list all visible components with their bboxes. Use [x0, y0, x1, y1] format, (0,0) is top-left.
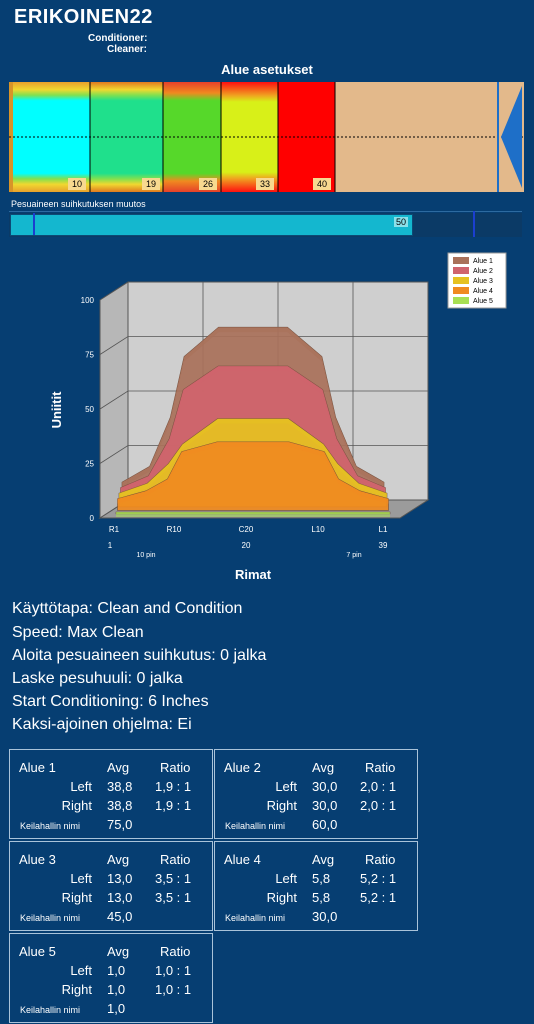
zone-settings-title: Alue asetukset	[221, 62, 313, 77]
x-axis-label: Rimat	[234, 567, 272, 582]
right-avg: 30,0	[312, 798, 338, 813]
ratio-header: Ratio	[160, 760, 191, 775]
info-speed: Speed: Max Clean	[12, 624, 144, 641]
spray-marker-left[interactable]	[33, 213, 35, 235]
right-ratio: 1,0 : 1	[155, 982, 192, 997]
spray-change-label: Pesuaineen suihkutuksen muutos	[11, 199, 146, 209]
avg-header: Avg	[312, 852, 335, 867]
info-buff: Laske pesuhuuli: 0 jalka	[12, 670, 183, 687]
total-label: Keilahallin nimi	[20, 821, 81, 831]
legend-label: Alue 4	[473, 288, 493, 295]
spray-divider	[9, 211, 522, 212]
panel-name: Alue 1	[19, 760, 56, 775]
left-ratio: 1,9 : 1	[155, 779, 192, 794]
left-avg: 13,0	[107, 871, 133, 886]
y-axis-label: Uniitit	[49, 391, 64, 429]
zone-summary-panel	[214, 841, 418, 931]
zone-marker-3: 26	[202, 179, 214, 189]
ratio-header: Ratio	[160, 944, 191, 959]
total-value: 45,0	[107, 909, 133, 924]
chart-series-5-edge	[116, 512, 390, 517]
legend-label: Alue 2	[473, 268, 493, 275]
ratio-header: Ratio	[365, 760, 396, 775]
cleaner-label: Cleaner:	[107, 44, 148, 55]
info-start-conditioning: Start Conditioning: 6 Inches	[12, 693, 209, 710]
x-tick-number: 20	[241, 541, 251, 550]
panel-name: Alue 3	[19, 852, 56, 867]
legend-swatch	[453, 267, 469, 274]
zone-marker-1: 10	[71, 179, 83, 189]
info-mode: Käyttötapa: Clean and Condition	[12, 600, 243, 617]
spray-slider-fill[interactable]	[10, 214, 413, 236]
right-avg: 38,8	[107, 798, 133, 813]
total-label: Keilahallin nimi	[225, 913, 286, 923]
left-label: Left	[275, 871, 297, 886]
y-tick-label: 75	[85, 350, 94, 360]
panel-name: Alue 4	[224, 852, 261, 867]
left-label: Left	[70, 963, 92, 978]
right-avg: 13,0	[107, 890, 133, 905]
avg-header: Avg	[107, 852, 130, 867]
x-tick-label: C20	[238, 525, 254, 534]
left-label: Left	[70, 871, 92, 886]
total-value: 30,0	[312, 909, 338, 924]
right-avg: 5,8	[312, 890, 331, 905]
zone-summary-panel	[9, 933, 213, 1023]
spray-marker-right[interactable]	[473, 211, 475, 237]
total-value: 75,0	[107, 817, 133, 832]
right-ratio: 3,5 : 1	[155, 890, 192, 905]
left-avg: 38,8	[107, 779, 133, 794]
info-two-pass: Kaksi-ajoinen ohjelma: Ei	[12, 716, 192, 733]
zone-summary-panel	[9, 749, 213, 839]
zone-summary-panel	[214, 749, 418, 839]
zone-3-block	[163, 82, 221, 192]
zone-marker-5: 40	[316, 179, 328, 189]
left-ratio: 1,0 : 1	[155, 963, 192, 978]
x-tick-number: 39	[378, 541, 388, 550]
right-ratio: 1,9 : 1	[155, 798, 192, 813]
x-tick-number: 1	[107, 541, 113, 550]
zone-marker-4: 33	[259, 179, 271, 189]
total-label: Keilahallin nimi	[20, 1005, 81, 1015]
total-label: Keilahallin nimi	[20, 913, 81, 923]
right-label: Right	[61, 798, 92, 813]
avg-header: Avg	[107, 760, 130, 775]
total-value: 1,0	[107, 1001, 126, 1016]
legend-swatch	[453, 297, 469, 304]
left-avg: 5,8	[312, 871, 331, 886]
y-tick-label: 50	[85, 405, 94, 414]
right-label: Right	[61, 890, 92, 905]
legend-swatch	[453, 277, 469, 284]
avg-header: Avg	[107, 944, 130, 959]
ratio-header: Ratio	[365, 852, 396, 867]
pattern-title: ERIKOINEN22	[14, 6, 153, 28]
right-avg: 1,0	[107, 982, 126, 997]
oil-pattern-chart	[0, 250, 534, 590]
left-avg: 1,0	[107, 963, 126, 978]
right-ratio: 2,0 : 1	[360, 798, 397, 813]
x-tick-label: R10	[166, 525, 182, 534]
panel-name: Alue 2	[224, 760, 261, 775]
right-ratio: 5,2 : 1	[360, 890, 397, 905]
legend-label: Alue 3	[473, 278, 493, 285]
legend-swatch	[453, 287, 469, 294]
panel-name: Alue 5	[19, 944, 56, 959]
left-ratio: 5,2 : 1	[360, 871, 397, 886]
lane-zone-diagram	[9, 82, 524, 192]
x-pin-label: 10 pin	[136, 552, 156, 559]
left-ratio: 2,0 : 1	[360, 779, 397, 794]
right-label: Right	[266, 890, 297, 905]
total-value: 60,0	[312, 817, 338, 832]
ratio-header: Ratio	[160, 852, 191, 867]
right-label: Right	[61, 982, 92, 997]
total-label: Keilahallin nimi	[225, 821, 286, 831]
x-pin-label: 7 pin	[346, 552, 362, 559]
x-tick-label: L1	[378, 525, 388, 534]
y-tick-label: 100	[80, 296, 94, 305]
avg-header: Avg	[312, 760, 335, 775]
legend-label: Alue 5	[473, 298, 493, 305]
right-label: Right	[266, 798, 297, 813]
legend-swatch	[453, 257, 469, 264]
left-ratio: 3,5 : 1	[155, 871, 192, 886]
left-avg: 30,0	[312, 779, 338, 794]
spray-value: 50	[396, 217, 407, 227]
info-spray-start: Aloita pesuaineen suihkutus: 0 jalka	[12, 647, 267, 664]
x-tick-label: L10	[311, 525, 325, 534]
zone-summary-panel	[9, 841, 213, 931]
left-label: Left	[275, 779, 297, 794]
y-tick-label: 0	[89, 514, 94, 523]
left-label: Left	[70, 779, 92, 794]
x-tick-label: R1	[108, 525, 120, 534]
legend-label: Alue 1	[473, 258, 493, 265]
y-tick-label: 25	[85, 459, 94, 469]
conditioner-label: Conditioner:	[88, 33, 148, 44]
zone-marker-2: 19	[145, 179, 157, 189]
